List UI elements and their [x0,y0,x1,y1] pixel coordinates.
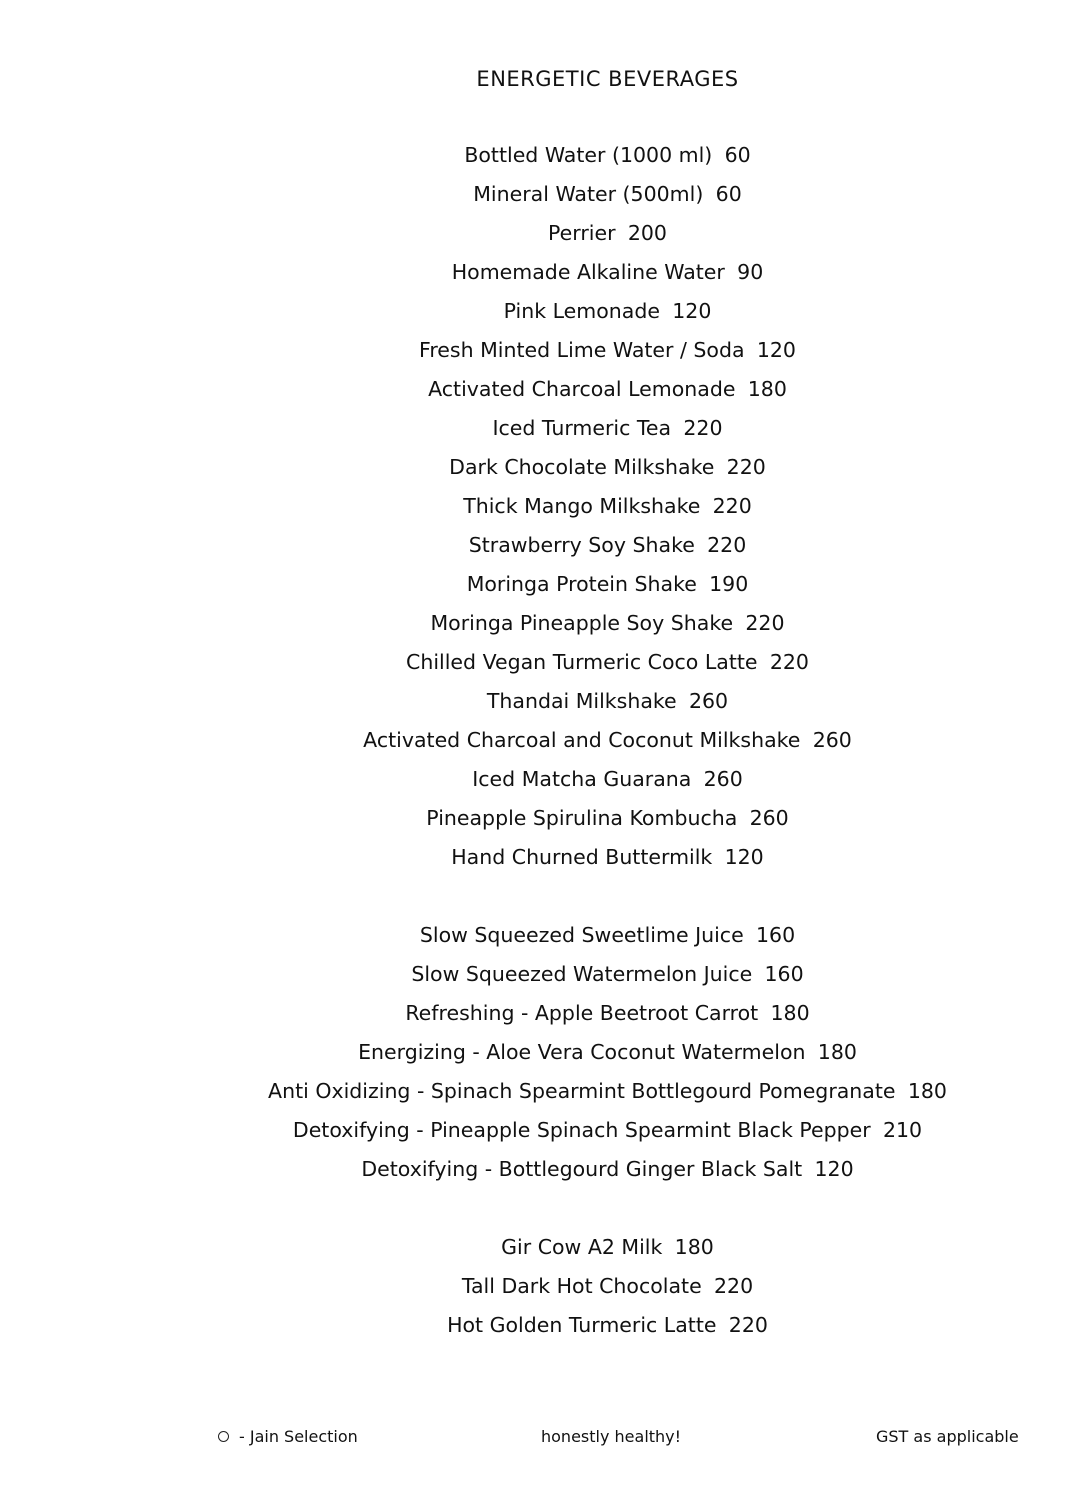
menu-item-price: 180 [674,1235,714,1259]
menu-item-name: Thick Mango Milkshake [463,494,701,518]
menu-item-name: Energizing - Aloe Vera Coconut Watermelon [358,1040,806,1064]
menu-item [135,452,1080,491]
menu-item [135,959,1080,998]
menu-item-price: 60 [724,143,751,167]
menu-item [135,140,1080,179]
menu-item-price: 210 [882,1118,923,1142]
menu-item-price: 180 [817,1040,857,1064]
menu-item-price: 220 [683,416,723,440]
menu-item-name: Hand Churned Buttermilk [451,845,713,869]
menu-list [0,140,1080,1349]
menu-item-price: 180 [747,377,787,401]
menu-item-name: Pineapple Spirulina Kombucha [426,806,738,830]
menu-item [135,686,1080,725]
menu-item-name: Fresh Minted Lime Water / Soda [419,338,745,362]
menu-item [135,335,1080,374]
menu-item-price: 190 [709,572,749,596]
menu-item [135,296,1080,335]
menu-item [135,1076,1080,1115]
menu-item-name: Slow Squeezed Watermelon Juice [411,962,753,986]
menu-item-price: 120 [724,845,764,869]
menu-item-name: Dark Chocolate Milkshake [449,455,715,479]
menu-item-name: Tall Dark Hot Chocolate [461,1274,702,1298]
menu-item-name: Strawberry Soy Shake [468,533,695,557]
menu-item-name: Moringa Protein Shake [466,572,697,596]
menu-item-price: 220 [726,455,766,479]
menu-item-price: 220 [745,611,785,635]
menu-item-price: 120 [756,338,796,362]
menu-item-price: 160 [764,962,804,986]
menu-item [135,998,1080,1037]
menu-item-name: Slow Squeezed Sweetlime Juice [419,923,744,947]
menu-item-name: Pink Lemonade [503,299,660,323]
menu-item-price: 90 [737,260,764,284]
menu-item-name: Chilled Vegan Turmeric Coco Latte [406,650,758,674]
menu-item [135,569,1080,608]
menu-item-price: 200 [627,221,667,245]
menu-item [135,218,1080,257]
menu-item-name: Activated Charcoal and Coconut Milkshake [363,728,801,752]
menu-item-name: Iced Turmeric Tea [492,416,672,440]
menu-item-name: Moringa Pineapple Soy Shake [430,611,734,635]
menu-item-price: 260 [703,767,743,791]
menu-item-price: 260 [688,689,729,713]
menu-item [135,647,1080,686]
menu-item [135,725,1080,764]
menu-item [135,179,1080,218]
menu-item [135,1232,1080,1271]
menu-item-name: Detoxifying - Pineapple Spinach Spearmint Black Pepper [292,1118,871,1142]
menu-item-price: 180 [770,1001,810,1025]
menu-item [135,530,1080,569]
menu-item [135,1154,1080,1193]
menu-item-name: Iced Matcha Guarana [472,767,692,791]
menu-item-name: Detoxifying - Bottlegourd Ginger Black Salt [361,1157,803,1181]
menu-item-price: 160 [755,923,796,947]
menu-item [135,1115,1080,1154]
menu-item [135,764,1080,803]
menu-item [135,1037,1080,1076]
menu-item-price: 180 [907,1079,947,1103]
jain-selection-label: - Jain Selection [239,1427,358,1446]
menu-item-price: 120 [672,299,712,323]
menu-item [135,803,1080,842]
menu-item [135,608,1080,647]
tagline: honestly healthy! [541,1427,682,1446]
footer [0,1424,1080,1450]
menu-section-juices [135,920,1080,1193]
gst-note: GST as applicable [876,1427,1019,1446]
menu-item-price: 260 [749,806,789,830]
menu-section-beverages [135,140,1080,881]
menu-item [135,920,1080,959]
menu-item-price: 220 [769,650,809,674]
menu-item-name: Hot Golden Turmeric Latte [447,1313,717,1337]
jain-selection-legend [218,1424,358,1450]
menu-item [135,257,1080,296]
menu-item-name: Anti Oxidizing - Spinach Spearmint Bottlegourd Pomegranate [268,1079,896,1103]
menu-item-name: Homemade Alkaline Water [451,260,725,284]
menu-item-name: Activated Charcoal Lemonade [428,377,736,401]
menu-item [135,1271,1080,1310]
menu-item-price: 120 [814,1157,854,1181]
menu-item [135,413,1080,452]
menu-item [135,1310,1080,1349]
jain-circle-icon [218,1431,229,1442]
menu-item-price: 220 [728,1313,768,1337]
menu-item-price: 220 [714,1274,754,1298]
menu-item-price: 60 [715,182,742,206]
menu-item-price: 220 [707,533,747,557]
menu-item-price: 220 [712,494,752,518]
menu-item [135,842,1080,881]
menu-item [135,374,1080,413]
menu-section-hot-drinks [135,1232,1080,1349]
menu-item-name: Thandai Milkshake [486,689,677,713]
menu-item-price: 260 [812,728,852,752]
menu-item-name: Refreshing - Apple Beetroot Carrot [405,1001,759,1025]
menu-title: ENERGETIC BEVERAGES [476,67,739,91]
menu-item [135,491,1080,530]
menu-item-name: Gir Cow A2 Milk [501,1235,663,1259]
menu-item-name: Perrier [548,221,616,245]
menu-item-name: Mineral Water (500ml) [473,182,704,206]
menu-item-name: Bottled Water (1000 ml) [464,143,713,167]
